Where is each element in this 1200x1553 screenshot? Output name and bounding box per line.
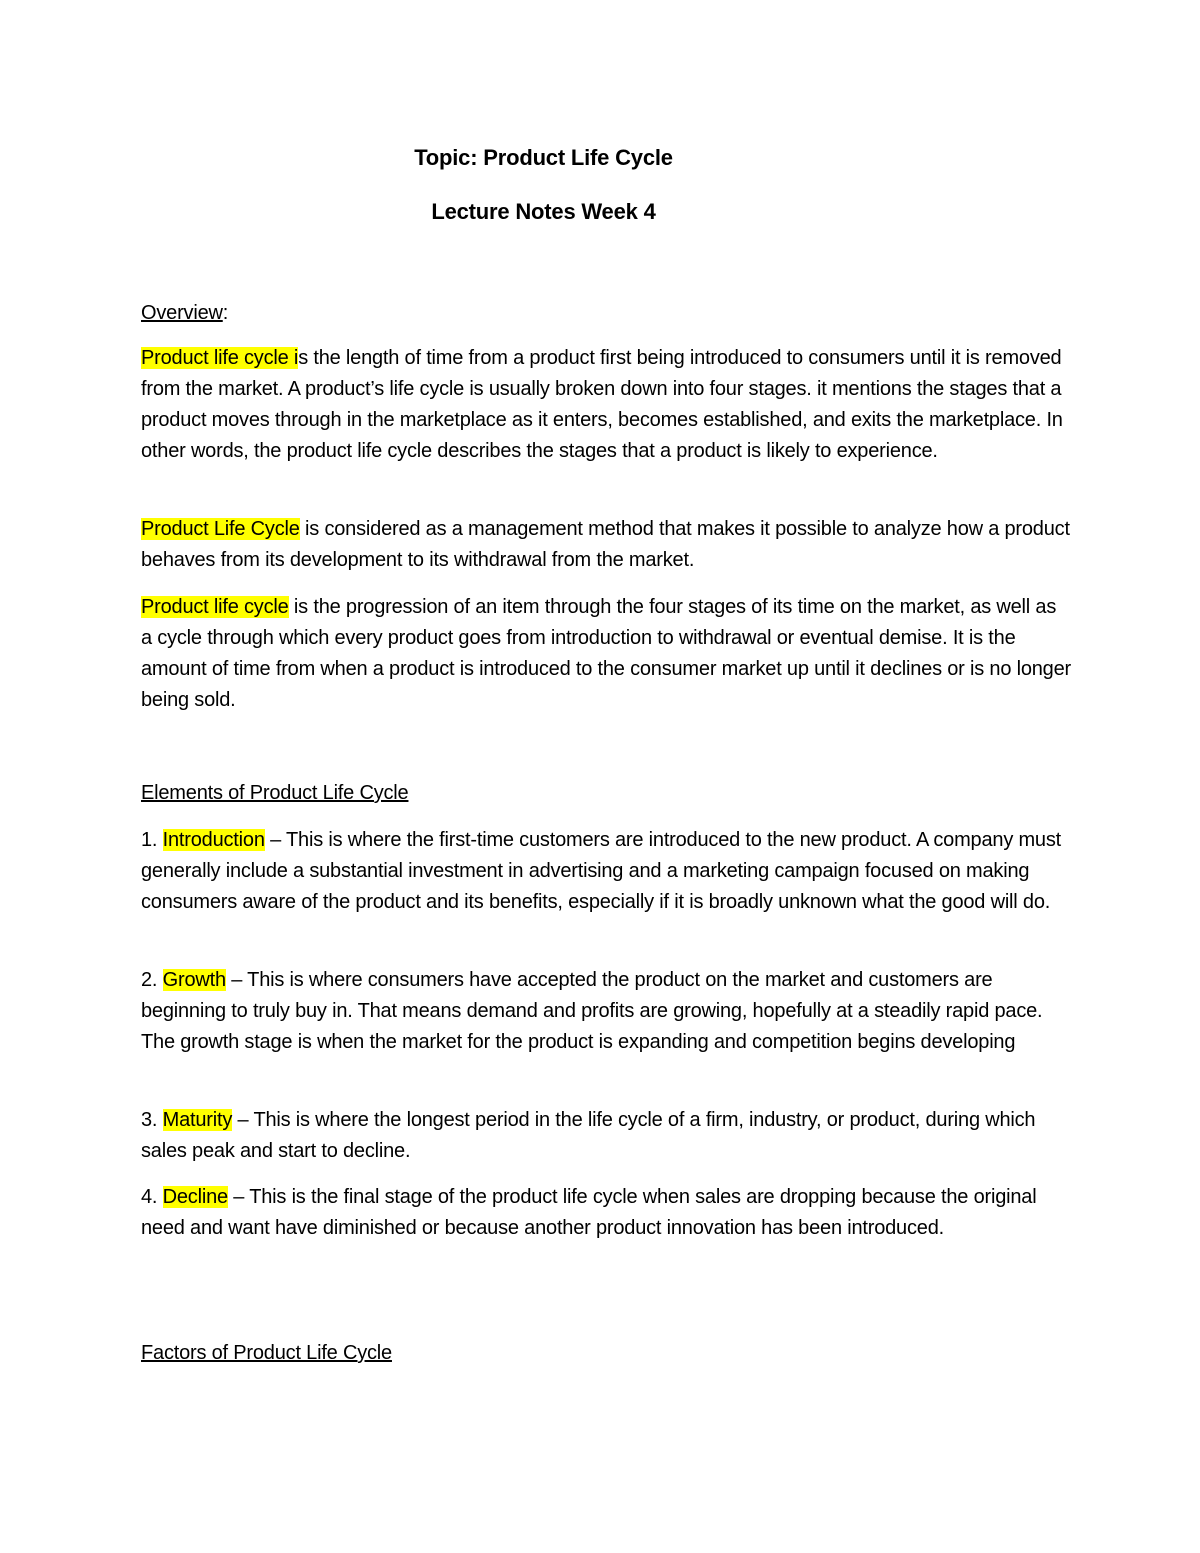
overview-heading-line (141, 298, 1071, 329)
highlighted-term: Growth (162, 969, 226, 991)
highlighted-term: Product Life Cycle (141, 518, 300, 540)
highlighted-term: Product life cycle i (141, 347, 299, 369)
item-text: – This is the final stage of the product life cycle when sales are dropping because the original need and want have diminished or because another product innovation has been introduced. (141, 1186, 1037, 1239)
paragraph-text: is considered as a management method that makes it possible to analyze how a product behaves from its development to its withdrawal from the market. (141, 518, 1070, 571)
highlighted-term: Maturity (162, 1109, 233, 1131)
elements-heading: Elements of Product Life Cycle (141, 782, 409, 804)
document-subtitle: Lecture Notes Week 4 (431, 199, 656, 224)
factors-heading: Factors of Product Life Cycle (141, 1342, 392, 1364)
highlighted-term: Product life cycle (141, 596, 289, 618)
element-item-growth (141, 965, 1071, 1058)
item-number: 1. (141, 829, 163, 851)
item-text: – This is where the first-time customers are introduced to the new product. A company must generally include a substantial investment in advertising and a marketing campaign focused on making consumers aware of the product and its benefits, especially if it is broadly unknown what the good will do. (141, 829, 1062, 913)
overview-heading-colon: : (222, 302, 229, 324)
item-number: 2. (141, 969, 163, 991)
item-text: – This is where consumers have accepted the product on the market and customers are beginning to truly buy in. That means demand and profits are growing, hopefully at a steadily rapid pace. The growth stage is when the market for the product is expanding and competition begins developing (141, 969, 1043, 1053)
overview-paragraph-2 (141, 514, 1071, 576)
document-title: Topic: Product Life Cycle (414, 145, 673, 170)
item-number: 4. (141, 1186, 163, 1208)
paragraph-text: is the progression of an item through the four stages of its time on the market, as well as a cycle through which every product goes from introduction to withdrawal or eventual demise. It is the amount of time from when a product is introduced to the consumer market up until it declines or is no longer being sold. (141, 596, 1071, 711)
highlighted-term: Decline (162, 1186, 228, 1208)
highlighted-term: Introduction (162, 829, 265, 851)
item-text: – This is where the longest period in the life cycle of a firm, industry, or product, during which sales peak and start to decline. (141, 1109, 1036, 1162)
overview-paragraph-1 (141, 343, 1071, 467)
element-item-decline (141, 1182, 1071, 1244)
overview-paragraph-3 (141, 592, 1071, 716)
paragraph-text: s the length of time from a product first being introduced to consumers until it is removed from the market. A product’s life cycle is usually broken down into four stages. it mentions the stages that a product moves through in the marketplace as it enters, becomes established, and exits the marketplace. In other words, the product life cycle describes the stages that a product is likely to experience. (141, 347, 1063, 462)
element-item-maturity (141, 1105, 1071, 1167)
overview-heading: Overview (141, 302, 223, 324)
item-number: 3. (141, 1109, 163, 1131)
element-item-introduction (141, 825, 1071, 918)
